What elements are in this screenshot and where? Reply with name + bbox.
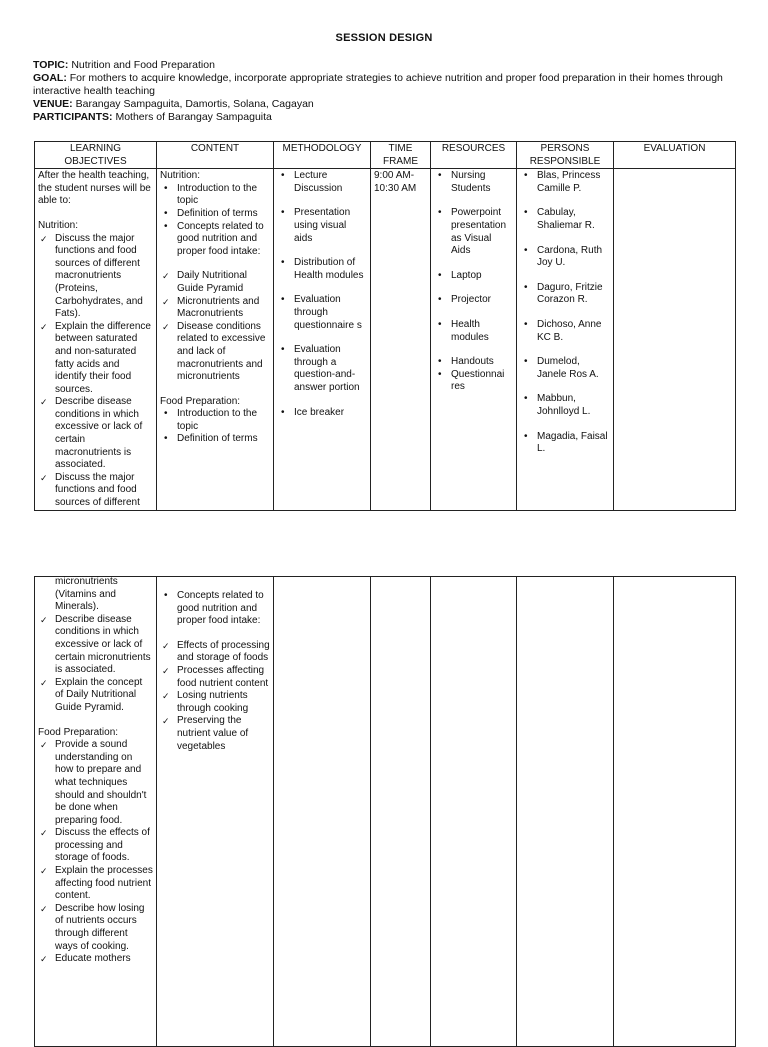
objective-item: ✓ Describe disease conditions in which excessive or lack of certain macronutrients is associated. — [38, 396, 153, 472]
content-cell — [157, 169, 274, 510]
objectives-food-list — [38, 739, 153, 966]
resource-item: • Powerpoint presentation as Visual Aids — [434, 207, 513, 257]
content-subitem: ✓ Disease conditions related to excessive and lack of macronutrients and micronutrients — [160, 321, 270, 384]
header-time-frame: TIME FRAME — [371, 142, 431, 169]
person-item: • Blas, Princess Camille P. — [520, 170, 610, 195]
table-header-row — [35, 142, 736, 169]
person-item: • Cabulay, Shaliemar R. — [520, 207, 610, 232]
content-subitem: ✓ Losing nutrients through cooking — [160, 690, 270, 715]
objective-item: ✓ Explain the processes affecting food nutrient content. — [38, 865, 153, 903]
topic-value: Nutrition and Food Preparation — [71, 59, 215, 71]
content-subitem: ✓ Micronutrients and Macronutrients — [160, 296, 270, 321]
resource-item: • Nursing Students — [434, 170, 513, 195]
objective-item: ✓ Discuss the major functions and food sources of different macronutrients (Proteins, Carbohydrates, and Fats). — [38, 233, 153, 321]
objective-item: ✓ Educate mothers — [38, 953, 153, 966]
participants-line — [33, 111, 738, 124]
content-item: • Concepts related to good nutrition and proper food intake: — [160, 590, 270, 628]
time-frame-cell — [371, 169, 431, 510]
content-subitem: ✓ Daily Nutritional Guide Pyramid — [160, 270, 270, 295]
method-item: • Evaluation through questionnaire s — [277, 294, 367, 332]
table-row — [35, 577, 736, 1047]
goal-label: GOAL: — [33, 72, 67, 84]
objectives-intro: After the health teaching, the student nurses will be able to: — [38, 170, 151, 207]
content-item: • Definition of terms — [160, 433, 270, 446]
content-subitem: ✓ Effects of processing and storage of foods — [160, 640, 270, 665]
objective-item: ✓ Discuss the effects of processing and storage of foods. — [38, 827, 153, 865]
evaluation-cell — [614, 169, 736, 510]
header-content: CONTENT — [157, 142, 274, 169]
content-item: • Concepts related to good nutrition and proper food intake: — [160, 221, 270, 259]
resource-item: • Laptop — [434, 270, 513, 283]
resource-item: • Projector — [434, 294, 513, 307]
person-item: • Cardona, Ruth Joy U. — [520, 245, 610, 270]
goal-line — [33, 72, 738, 98]
person-item: • Dichoso, Anne KC B. — [520, 319, 610, 344]
objectives-cell — [35, 577, 157, 1047]
header-methodology: METHODOLOGY — [274, 142, 371, 169]
resources-list — [434, 170, 513, 394]
content-item: • Introduction to the topic — [160, 183, 270, 208]
session-table-part-2 — [34, 576, 736, 1047]
methodology-list — [277, 170, 367, 419]
persons-list — [520, 170, 610, 456]
venue-label: VENUE: — [33, 98, 73, 110]
content-checks — [160, 640, 270, 753]
session-table-part-1 — [34, 141, 736, 511]
objective-item: ✓ Discuss the major functions and food sources of different — [38, 472, 153, 510]
objective-item: ✓ Provide a sound understanding on how to prepare and what techniques should and shouldn't be done when preparing food. — [38, 739, 153, 827]
header-resources: RESOURCES — [431, 142, 517, 169]
content-checks — [160, 270, 270, 383]
method-item: • Distribution of Health modules — [277, 257, 367, 282]
document-title: SESSION DESIGN — [335, 32, 433, 44]
method-item: • Presentation using visual aids — [277, 207, 367, 245]
content-item: • Definition of terms — [160, 208, 270, 221]
objectives-list — [38, 614, 153, 715]
content-bullets — [160, 183, 270, 259]
participants-label: PARTICIPANTS: — [33, 111, 113, 123]
persons-responsible-cell — [517, 577, 614, 1047]
methodology-cell — [274, 169, 371, 510]
topic-label: TOPIC: — [33, 59, 69, 71]
objectives-cell — [35, 169, 157, 510]
goal-value: For mothers to acquire knowledge, incorporate appropriate strategies to achieve nutrition and proper food preparation in their homes through interactive health teaching — [33, 72, 723, 97]
resources-cell — [431, 169, 517, 510]
method-item: • Lecture Discussion — [277, 170, 367, 195]
resource-item: • Health modules — [434, 319, 513, 344]
objective-item: ✓ Describe disease conditions in which excessive or lack of certain micronutrients is associated. — [38, 614, 153, 677]
persons-responsible-cell — [517, 169, 614, 510]
content-subitem: ✓ Processes affecting food nutrient content — [160, 665, 270, 690]
person-item: • Mabbun, Johnlloyd L. — [520, 393, 610, 418]
time-frame-value: 9:00 AM-10:30 AM — [374, 170, 417, 194]
content-food-label: Food Preparation: — [160, 395, 241, 407]
resource-item: • Questionnai res — [434, 369, 513, 394]
person-item: • Magadia, Faisal L. — [520, 431, 610, 456]
header-learning-objectives: LEARNING OBJECTIVES — [35, 142, 157, 169]
content-subitem: ✓ Preserving the nutrient value of vegetables — [160, 715, 270, 753]
person-item: • Dumelod, Janele Ros A. — [520, 356, 610, 381]
content-food-bullets — [160, 408, 270, 446]
objective-continuation: micronutrients (Vitamins and Minerals). — [55, 576, 118, 613]
header-evaluation: EVALUATION — [614, 142, 736, 169]
content-item: • Introduction to the topic — [160, 408, 270, 433]
header-persons-responsible: PERSONS RESPONSIBLE — [517, 142, 614, 169]
topic-line — [33, 59, 738, 72]
method-item: • Ice breaker — [277, 407, 367, 420]
objective-item: ✓ Explain the concept of Daily Nutritional Guide Pyramid. — [38, 677, 153, 715]
participants-value: Mothers of Barangay Sampaguita — [115, 111, 272, 123]
venue-value: Barangay Sampaguita, Damortis, Solana, Cagayan — [75, 98, 314, 110]
method-item: • Evaluation through a question-and-answer portion — [277, 344, 367, 394]
table-row — [35, 169, 736, 510]
objectives-list — [38, 233, 153, 510]
time-frame-cell — [371, 577, 431, 1047]
content-cell — [157, 577, 274, 1047]
objective-item: ✓ Describe how losing of nutrients occurs through different ways of cooking. — [38, 903, 153, 953]
content-nutrition-label: Nutrition: — [160, 170, 201, 182]
objectives-food-label: Food Preparation: — [38, 726, 119, 738]
session-meta — [33, 59, 738, 124]
methodology-cell — [274, 577, 371, 1047]
evaluation-cell — [614, 577, 736, 1047]
objective-item: ✓ Explain the difference between saturated and non-saturated fatty acids and identify their food sources. — [38, 321, 153, 397]
venue-line — [33, 98, 738, 111]
objectives-nutrition-label: Nutrition: — [38, 219, 79, 231]
person-item: • Daguro, Fritzie Corazon R. — [520, 282, 610, 307]
content-bullets — [160, 590, 270, 628]
resource-item: • Handouts — [434, 356, 513, 369]
resources-cell — [431, 577, 517, 1047]
